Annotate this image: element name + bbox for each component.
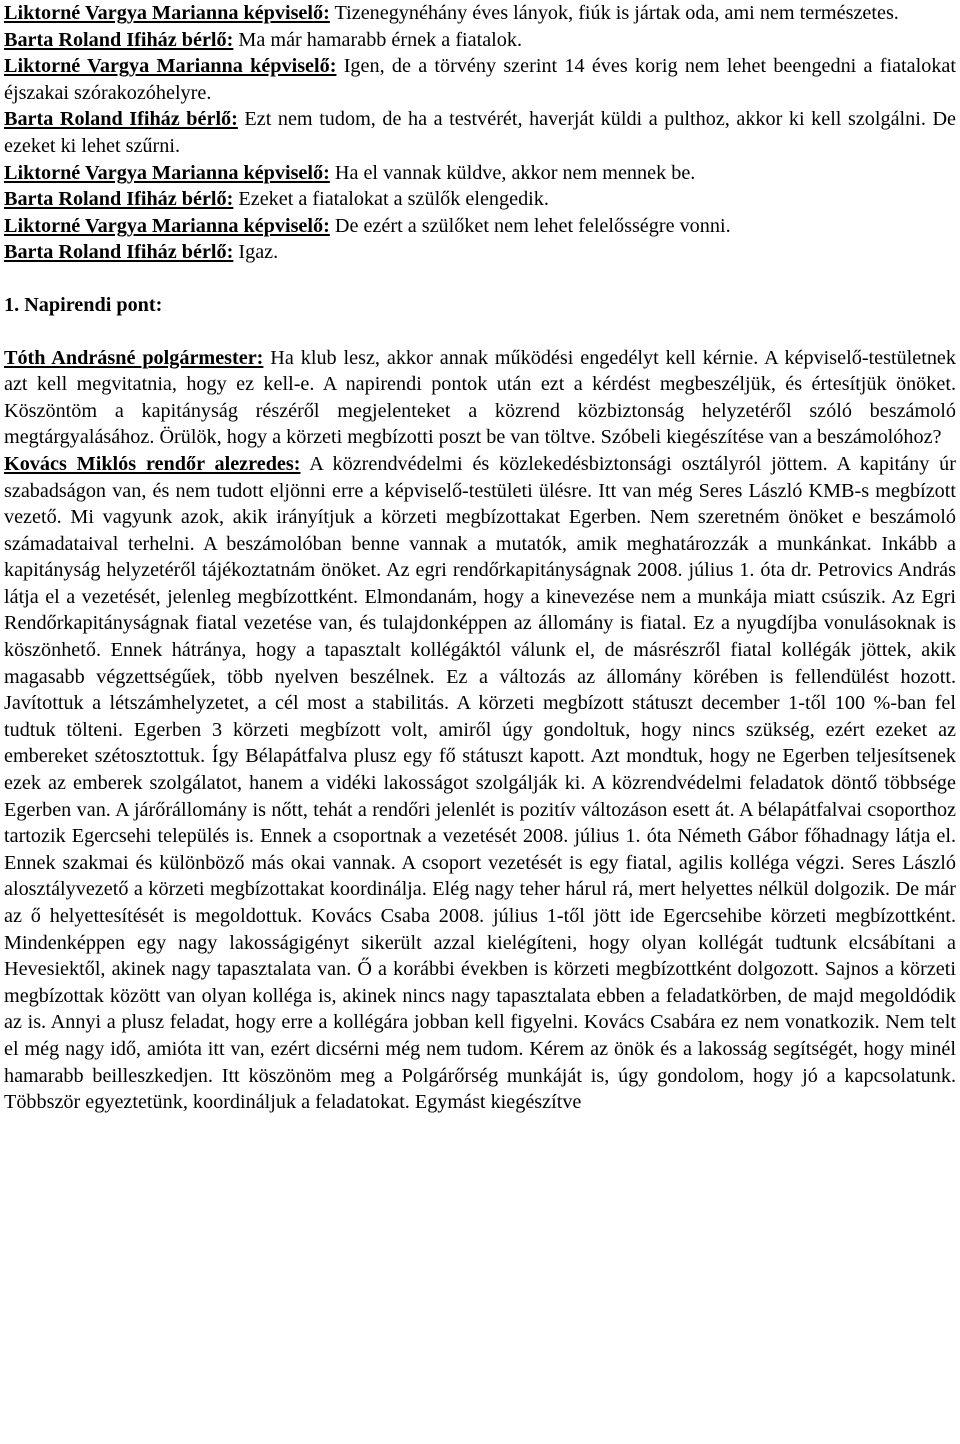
speaker-name: Liktorné Vargya Marianna képviselő: [4,161,330,184]
mayor-statement [4,345,956,451]
dialogue-line [4,53,956,106]
dialogue-line [4,106,956,159]
statement-text: Igen, de a törvény szerint 14 éves korig nem lehet beengedni a fiatalokat éjszakai szórakozóhelyre. [4,55,956,104]
statement-text: Igaz. [233,241,279,264]
speaker-name: Barta Roland Ifiház bérlő: [4,28,234,51]
statement-text: De ezért a szülőket nem lehet felelősségre vonni. [329,214,731,237]
speaker-name: Kovács Miklós rendőr alezredes: [4,452,301,475]
speaker-name: Barta Roland Ifiház bérlő: [4,108,238,131]
statement-text: Ezeket a fiatalokat a szülők elengedik. [233,188,549,211]
speaker-name: Barta Roland Ifiház bérlő: [4,188,234,211]
statement-text: Ha el vannak küldve, akkor nem mennek be. [329,161,696,184]
statement-text: Tizenegynéhány éves lányok, fiúk is jártak oda, ami nem természetes. [329,2,899,24]
dialogue-line [4,27,956,54]
dialogue-line [4,213,956,240]
agenda-heading: 1. Napirendi pont: [4,293,163,316]
statement-text: Ha klub lesz, akkor annak működési engedélyt kell kérnie. A képviselő-testületnek azt kell megvitatnia, hogy ez kell-e. A napirendi pontok után ezt a kérdést megbeszéljük, és értesítjük önöket. Köszöntöm a kapitányság részéről megjelenteket a közrend közbiztonság helyzetéről szóló beszámoló megtárgyalásához. Örülök, hogy a körzeti megbízotti poszt be van töltve. Szóbeli kiegészítése van a beszámolóhoz? [4,346,956,449]
speaker-name: Barta Roland Ifiház bérlő: [4,241,234,264]
statement-text: A közrendvédelmi és közlekedésbiztonsági osztályról jöttem. A kapitány úr szabadságon van, és nem tudott eljönni erre a képviselő-testületi ülésre. Itt van még Seres László KMB-s megbízott vezető. Mi vagyunk azok, akik irányítjuk a körzeti megbízottakat Egerben. Nem szeretném önöket e beszámoló számadataival terhelni. A beszámolóban benne vannak a mutatók, amik meghatározzák a munkánkat. Inkább a kapitányság helyzetéről tájékoztatnám önöket. Az egri rendőrkapitányságnak 2008. július 1. óta dr. Petrovics András látja el a vezetését, jelenleg megbízottként. Elmondanám, hogy a kinevezése nem a munkája miatt csúszik. Az Egri Rendőrkapitányságnak fiatal vezetése van, és tulajdonképpen az állomány is fiatal. Ez a nyugdíjba vonulásoknak is köszönhető. Ennek hátránya, hogy a tapasztalt kollégáktól válunk el, de másrészről fiatal kollégák jöttek, akik magasabb végzettségűek, több nyelven beszélnek. Ez a változás az állomány körében is fellendülést hozott. Javítottuk a létszámhelyzetet, a cél most a stabilitás. A körzeti megbízott státuszt december 1-től 100 %-ban fel tudtuk tölteni. Egerben 3 körzeti megbízott volt, amiről úgy gondoltuk, hogy nincs szükség, ezért ezeket az embereket szétosztottuk. Így Bélapátfalva plusz egy fő státuszt kapott. Azt mondtuk, hogy ne Egerben teljesítsenek ezek az emberek szolgálatot, hanem a vidéki lakosságot szolgálják ki. A közrendvédelmi feladatok döntő többsége Egerben van. A járőrállomány is nőtt, tehát a rendőri jelenlét is pozitív változáson esett át. A bélapátfalvai csoporthoz tartozik Egercsehi település is. Ennek a csoportnak a vezetését 2008. július 1. óta Németh Gábor főhadnagy látja el. Ennek szakmai és különböző más okai vannak. A csoport vezetését is egy fiatal, agilis kolléga végzi. Seres László alosztályvezető a körzeti megbízottakat koordinálja. Elég nagy teher hárul rá, mert helyettes nélkül dolgozik. De már az ő helyettesítését is megoldottuk. Kovács Csaba 2008. július 1-től jött ide Egercsehibe körzeti megbízottként. Mindenképpen egy nagy lakosságigényt sikerült azzal kielégíteni, hogy olyan kollégát tudtunk elcsábítani a Hevesiektől, akinek nagy tapasztalata van. Ő a korábbi években is körzeti megbízottként dolgozott. Sajnos a körzeti megbízottak között van olyan kolléga is, akinek nincs nagy tapasztalata ebben a feladatkörben, de majd megoldódik az is. Annyi a plusz feladat, hogy erre a kollégára jobban kell figyelni. Kovács Csabára ez nem vonatkozik. Nem telt el még nagy idő, amióta itt van, ezért dicsérni még nem tudom. Kérem az önök és a lakosság segítségét, hogy minél hamarabb beilleszkedjen. Itt köszönöm meg a Polgárőrség munkáját is, úgy gondolom, hogy jó a kapcsolatunk. Többször egyeztetünk, koordináljuk a feladatokat. Egymást kiegészítve [4,452,956,1114]
dialogue-line [4,0,956,27]
dialogue-line [4,160,956,187]
dialogue-line [4,239,956,266]
officer-statement [4,451,956,1116]
dialogue-line [4,186,956,213]
statement-text: Ma már hamarabb érnek a fiatalok. [233,28,523,51]
speaker-name: Tóth Andrásné polgármester: [4,346,264,369]
speaker-name: Liktorné Vargya Marianna képviselő: [4,2,330,24]
speaker-name: Liktorné Vargya Marianna képviselő: [4,214,330,237]
statement-text: Ezt nem tudom, de ha a testvérét, haverját küldi a pulthoz, akkor ki kell szolgálni. De ezeket ki lehet szűrni. [4,108,956,157]
speaker-name: Liktorné Vargya Marianna képviselő: [4,55,337,78]
